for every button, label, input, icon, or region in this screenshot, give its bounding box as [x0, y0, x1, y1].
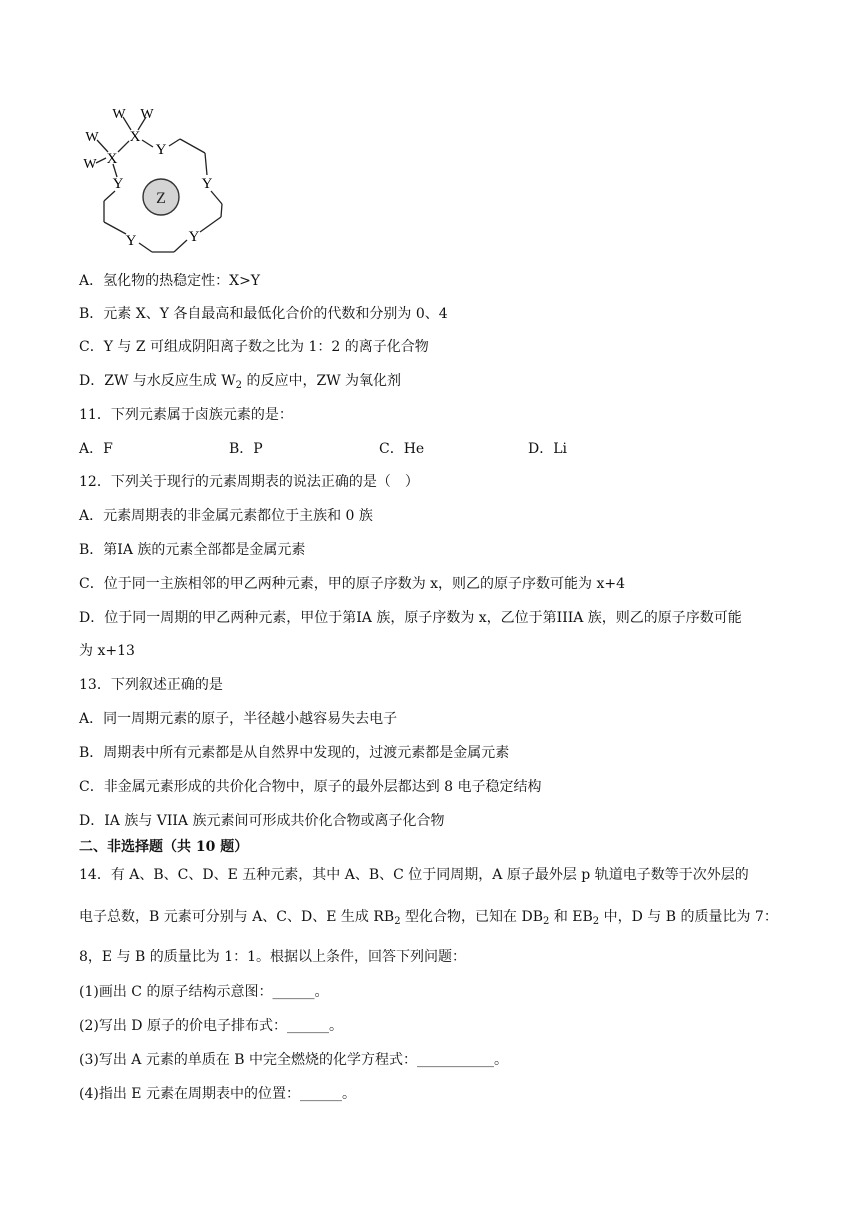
q12-option-a: A．元素周期表的非金属元素都位于主族和 0 族 [79, 508, 373, 524]
subscript: 2 [235, 380, 243, 391]
formula-rb2 [373, 909, 400, 925]
q14-part-3: (3)写出 A 元素的单质在 B 中完全燃烧的化学方程式：___________。 [79, 1052, 509, 1068]
q12-option-d-line2: 为 x+13 [79, 643, 135, 659]
q14-text: 中，D 与 B 的质量比为 7： [599, 909, 778, 925]
q10-option-d-text-rest: 的反应中，ZW 为氧化剂 [242, 373, 402, 389]
q11-option-d: D．Li [528, 441, 567, 457]
formula-text: RB [373, 909, 395, 925]
formula-text: DB [521, 909, 543, 925]
q11-option-a: A．F [79, 441, 113, 457]
z-label: Z [156, 190, 166, 207]
w-label: W [83, 157, 97, 172]
q11-stem: 11．下列元素属于卤族元素的是： [79, 407, 293, 423]
w-label: W [112, 107, 126, 122]
formula-db2 [521, 909, 549, 925]
q14-part-2: (2)写出 D 原子的价电子排布式：______。 [79, 1018, 343, 1034]
w-label: W [85, 130, 99, 145]
q10-option-b: B．元素 X、Y 各自最高和最低化合价的代数和分别为 0、4 [79, 306, 448, 322]
q14-text: 和 [549, 909, 573, 925]
subscript: 2 [592, 916, 600, 927]
q13-stem: 13．下列叙述正确的是 [79, 677, 223, 693]
q13-option-d: D．IA 族与 VIIA 族元素间可形成共价化合物或离子化合物 [79, 813, 445, 829]
formula-text: EB [572, 909, 593, 925]
x-label: X [106, 151, 118, 167]
q12-option-d-line1: D．位于同一周期的甲乙两种元素，甲位于第IA 族，原子序数为 x，乙位于第IIIA 族，则乙的原子序数可能 [79, 610, 742, 626]
subscript: 2 [543, 916, 550, 927]
section-heading: 二、非选择题（共 10 题） [79, 839, 249, 855]
q12-option-b: B．第IA 族的元素全部都是金属元素 [79, 542, 306, 558]
q10-option-d-text: D．ZW 与水反应生成 W [79, 373, 236, 389]
q12-stem: 12．下列关于现行的元素周期表的说法正确的是（ ） [79, 474, 419, 490]
y-label: Y [155, 142, 167, 158]
q14-part-4: (4)指出 E 元素在周期表中的位置：______。 [79, 1086, 356, 1102]
q14-text: 电子总数，B 元素可分别与 A、C、D、E 生成 [79, 909, 374, 925]
q10-option-d [79, 372, 401, 390]
q13-option-b: B．周期表中所有元素都是从自然界中发现的，过渡元素都是金属元素 [79, 745, 510, 761]
crown-ether-structure-diagram [70, 98, 250, 258]
q13-option-a: A．同一周期元素的原子，半径越小越容易失去电子 [79, 711, 398, 727]
q14-stem-line2 [79, 908, 778, 926]
formula-eb2 [572, 909, 599, 925]
q11-option-b: B．P [229, 441, 263, 457]
y-label: Y [201, 176, 213, 192]
q13-option-c: C．非金属元素形成的共价化合物中，原子的最外层都达到 8 电子稳定结构 [79, 779, 542, 795]
x-label: X [129, 129, 141, 145]
y-label: Y [125, 233, 137, 249]
q14-text: 型化合物，已知在 [400, 909, 522, 925]
q14-part-1: (1)画出 C 的原子结构示意图：______。 [79, 984, 329, 1000]
subscript: 2 [394, 916, 401, 927]
y-label: Y [188, 229, 200, 245]
q14-stem-line3: 8，E 与 B 的质量比为 1：1。根据以上条件，回答下列问题： [79, 949, 467, 965]
q14-stem-line1: 14．有 A、B、C、D、E 五种元素，其中 A、B、C 位于同周期，A 原子最外层 p 轨道电子数等于次外层的 [79, 867, 749, 883]
w-label: W [140, 107, 154, 122]
q10-option-a: A．氢化物的热稳定性：X>Y [79, 273, 261, 289]
q11-option-c: C．He [379, 441, 425, 457]
q12-option-c: C．位于同一主族相邻的甲乙两种元素，甲的原子序数为 x，则乙的原子序数可能为 x+4 [79, 576, 626, 592]
q10-option-c: C．Y 与 Z 可组成阴阳离子数之比为 1：2 的离子化合物 [79, 339, 429, 355]
y-label: Y [112, 176, 124, 192]
